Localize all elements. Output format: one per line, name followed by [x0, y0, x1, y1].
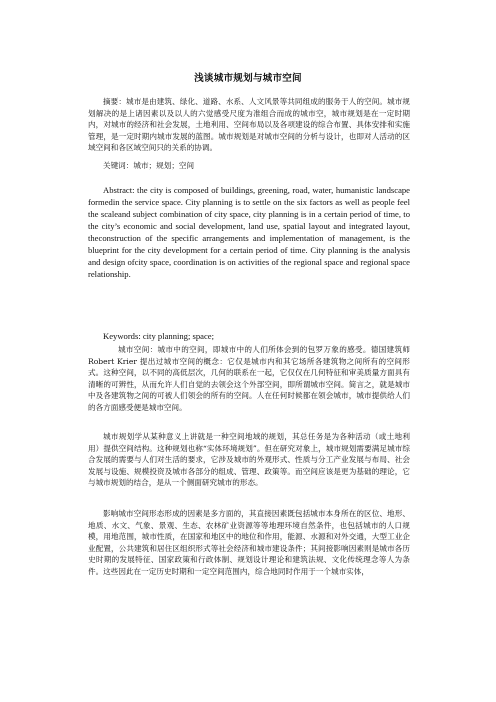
paper-title: 浅谈城市规划与城市空间: [194, 73, 302, 84]
keywords-english-block: [88, 330, 410, 342]
paragraph-influence-block: [88, 508, 410, 578]
abstract-chinese-block: [88, 96, 410, 154]
paragraph-city-space-block: [88, 344, 410, 414]
abstract-english: Abstract: the city is composed of buildings, greening, road, water, humanistic landscape formedin the service space. City planning is to settle on the six factors as well as people feel the scaleand subject combination of city space, city planning is in a certain period of time, to the city’s economic and social development, land use, spatial layout and integrated layout, theconstruction of the specific arrangements and implementation of management, is the blueprint for the city development for a certain period of time. City planning is the analysis and design ofcity space, coordination is on activities of the regional space and regional space relationship.: [88, 185, 410, 279]
paragraph-planning-block: [88, 431, 410, 489]
paragraph-city-space: 城市空间：城市中的空间，即城市中的人们所体会到的包罗万象的感受。德国建筑师 Robert Krier 提出过城市空间的概念：它仅是城市内和其它场所各建筑物之间所有的空间形式。这种空间，以不同的高低层次，几何的联系在一起，它仅仅在几何特征和审美质量方面具有清晰的可辨性，从而允许人们自觉的去领会这个外部空间，即所谓城市空间。简言之，就是城市中及各建筑物之间的可被人们领会的所有的空间。人在任何时候都在领会城市，城市提供给人们的各方面感受便是城市空间。: [88, 345, 410, 412]
keywords-chinese-block: [88, 160, 410, 172]
paragraph-city-planning: 城市规划学从某种意义上讲就是一种空间地域的规划，其总任务是为各种活动（或土地利用）提供空间结构。这种规划也称“实体环境规划”。但在研究对象上，城市规划需要满足城市综合发展的需要与人们对生活的要求，它涉及城市的外观形式、性质与分工产业发展与布局、社会发展与设施、规模投资及城市各部分的组成、管理、政策等。而空间应该是更为基础的理论，它与城市规划的结合，是从一个侧面研究城市的形态。: [88, 432, 410, 488]
keywords-chinese: 关键词：城市；规划；空间: [103, 161, 195, 170]
keywords-english: Keywords: city planning; space;: [103, 331, 214, 341]
paragraph-influence-factors: 影响城市空间形态形成的因素是多方面的，其直接因素既包括城市本身所在的区位、地形、地质、水文、气象、景观、生态、农林矿业资源等等地理环境自然条件，也包括城市的人口规模，用地范围，城市性质，在国家和地区中的地位和作用，能源、水源和对外交通，大型工业企业配置，公共建筑和居住区组织形式等社会经济和城市建设条件；其间接影响因素则是城市各历史时期的发展特征、国家政策和行政体制、规划设计理论和建筑法规、文化传统理念等人为条件。这些因此在一定历史时期和一定空间范围内，综合地同时作用于一个城市实体，: [88, 509, 410, 576]
abstract-chinese: 摘要：城市是由建筑、绿化、道路、水系、人文风景等共同组成的服务于人的空间。城市规划解决的是上诸因素以及以人的六觉感受尺度为准组合而成的城市空，城市规划是在一定时期内，对城市的经济和社会发展，土地利用、空间布局以及各项建设的综合布置、具体安排和实施管理，是一定时期内城市发展的蓝图。城市规划是对城市空间的分析与设计，也即对人活动的区域空间和各区域空间只的关系的协调。: [88, 97, 410, 153]
abstract-english-block: [88, 184, 410, 280]
